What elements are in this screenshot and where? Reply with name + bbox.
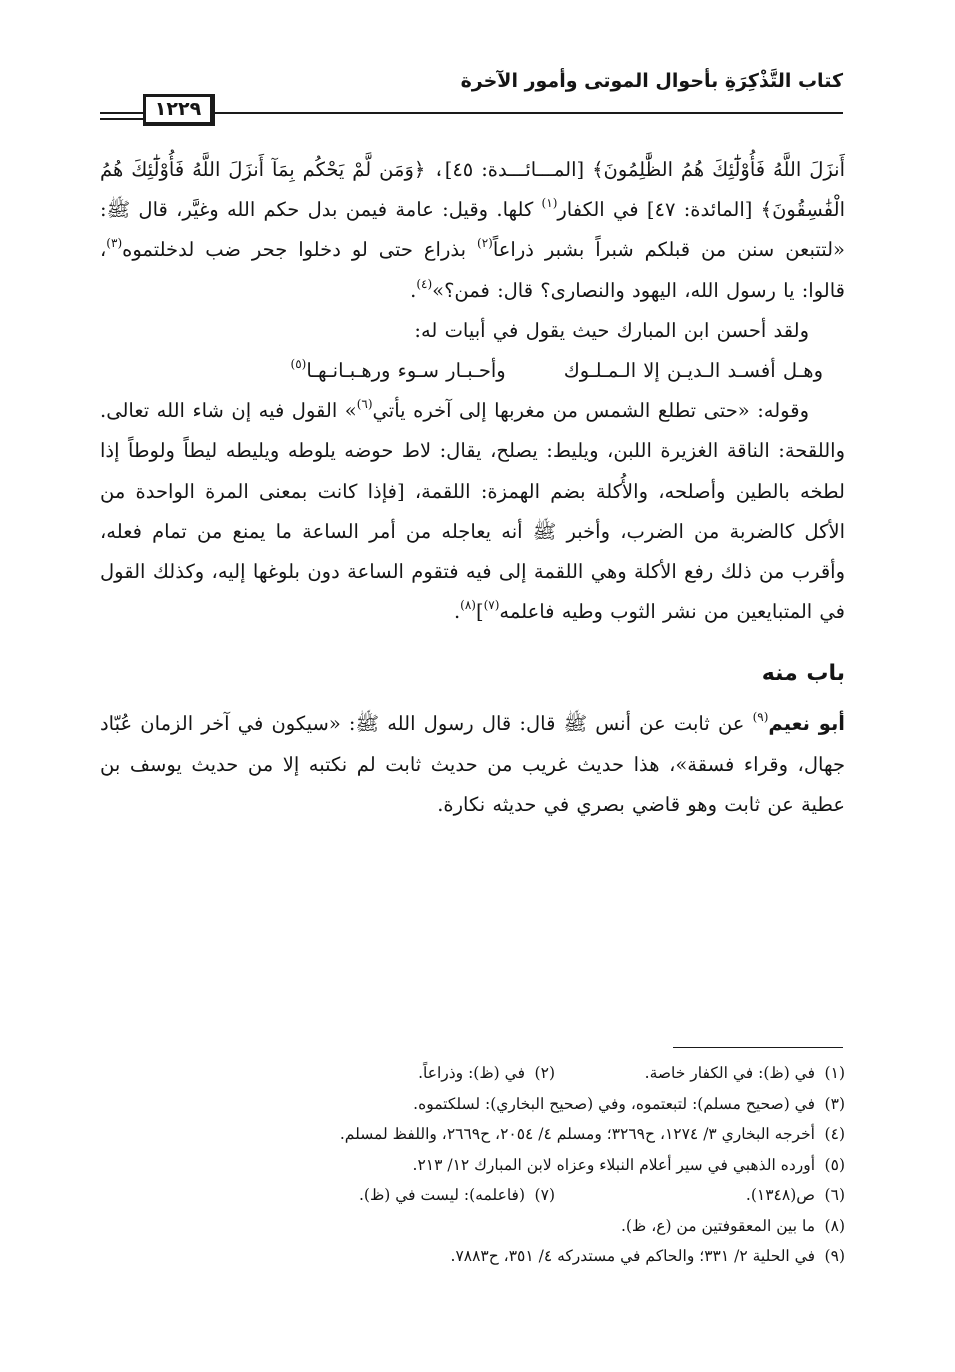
- paragraph-3-text-a: وقوله: «حتى تطلع الشمس من مغربها إلى آخره يأتي: [372, 399, 809, 423]
- main-text: [100, 150, 845, 825]
- footnote-row: [100, 1180, 845, 1211]
- poem-verse: [100, 351, 845, 391]
- footnote-row: [100, 1241, 845, 1272]
- footnote-number: (٨): [824, 1216, 845, 1235]
- footnote-number: (٤): [824, 1125, 845, 1143]
- poem-hemistich-2: وأحـبـار سـوء ورهـبـانـهـا: [306, 359, 506, 383]
- footnote-number: (٧): [534, 1186, 555, 1204]
- footnote-marker-6: (٦): [356, 397, 373, 412]
- paragraph-1-text-b: بذراع حتى لو دخلوا جحر ضب لدخلتموه: [122, 238, 467, 262]
- paragraph-3-text-b: » القول فيه إن شاء الله تعالى. واللقحة: الناقة الغزيرة اللبن، ويليط: يصلح، يقال: لاط حوضه يلوطه ويليطه ليطاً ولوطاً إذا لطخه بالطين وأصلحه، والأُكلة بضم الهمزة: اللقمة، [فإذا كانت بمعنى المرة الواحدة من الأكل كالضربة من الضرب، وأخبر ﷺ أنه يعاجله من أمر الساعة ما يمنع من تمام فعله، وأقرب من ذلك رفع الأكلة وهي اللقمة إلى فيه فتقوم الساعة دون بلوغها إليه، وكذلك القول في المتبايعين من نشر الثوب وطيه فاعلمه: [100, 399, 845, 624]
- footnote-3: [413, 1089, 845, 1120]
- footnote-marker-7: (٧): [483, 598, 500, 613]
- poem-hemistich-1: وهـل أفسـد الـديـن إلا الـمـلـوك: [563, 359, 823, 383]
- page-number: ١٢٢٩: [143, 94, 215, 126]
- footnote-row: [100, 1058, 845, 1089]
- paragraph-1-text-c: ، قالوا: يا رسول الله، اليهود والنصارى؟ قال: فمن؟»: [100, 238, 845, 302]
- footnote-number: (٣): [824, 1094, 845, 1113]
- footnote-row: [100, 1211, 845, 1242]
- quran-bracket: ﴾: [592, 158, 604, 181]
- footnote-2: [418, 1058, 555, 1089]
- footnote-number: (٥): [824, 1155, 845, 1174]
- paragraph-3-text-d: .: [453, 600, 461, 624]
- footnote-marker-3: (٣): [106, 236, 123, 251]
- footnote-row: [100, 1150, 845, 1181]
- footnote-text: في (ظ): وذراعاً.: [418, 1064, 525, 1082]
- footnote-row: [100, 1119, 845, 1150]
- footnote-number: (١): [824, 1064, 845, 1082]
- paragraph-1: [100, 150, 845, 311]
- paragraph-1-text-a: كلها. وقيل: عامة فيمن بدل حكم الله وغيَّر، قال ﷺ: «لتتبعن سنن من قبلكم شبراً بشبر ذراعاً: [100, 198, 845, 262]
- footnote-5: [413, 1150, 846, 1181]
- footnote-marker-5: (٥): [290, 357, 307, 372]
- footnote-text: (فاعلمه): ليست في (ظ).: [358, 1186, 525, 1204]
- poem-hemistich-2-wrap: [291, 351, 506, 391]
- quran-reference-2: [المائدة: ٤٧] في الكفار: [557, 198, 753, 222]
- footnote-8: [621, 1211, 845, 1242]
- paragraph-2: ولقد أحسن ابن المبارك حيث يقول في أبيات له:: [414, 318, 809, 342]
- paragraph-1-text-d: .: [410, 278, 417, 302]
- quran-quote-2: وَمَن لَّمْ يَحْكُم بِمَآ أَنزَلَ اللَّهُ فَأُوْلَٰٓئِكَ هُمُ الْفَٰسِقُونَ: [100, 158, 845, 222]
- footnote-text: في (صحيح مسلم): لتبعتموه، وفي (صحيح البخاري): لسلكتموه.: [413, 1094, 815, 1113]
- footnote-separator: [673, 1047, 843, 1048]
- footnote-text: أورده الذهبي في سير أعلام النبلاء وعزاه لابن المبارك ١٢/ ٢١٣.: [412, 1155, 815, 1174]
- narrator-name: أبو نعيم: [768, 712, 845, 736]
- footnote-1: [555, 1058, 845, 1089]
- footnote-marker-2: (٢): [477, 236, 493, 251]
- footnote-number: (٢): [534, 1064, 555, 1082]
- footnote-9: [451, 1241, 846, 1272]
- paragraph-3: [100, 391, 845, 632]
- footnote-6: [555, 1180, 845, 1211]
- footnote-marker-4: (٤): [416, 276, 433, 291]
- footnote-text: أخرجه البخاري ٣/ ١٢٧٤، ح٣٢٦٩؛ ومسلم ٤/ ٢٠٥٤، ح٢٦٦٩، واللفظ لمسلم.: [339, 1125, 815, 1143]
- footnote-number: (٦): [824, 1186, 845, 1204]
- quran-quote-1: أَنزَلَ اللَّهُ فَأُوْلَٰٓئِكَ هُمُ الظَّٰلِمُونَ: [603, 158, 846, 181]
- footnote-row: [100, 1089, 845, 1120]
- running-title: كتاب التَّذْكِرَةِ بأحوال الموتى وأمور الآخرة: [460, 70, 843, 92]
- paragraph-3-text-c: ]: [475, 600, 484, 624]
- section-heading: باب منه: [761, 661, 845, 687]
- quran-reference-1: [المـــائـــدة: ٤٥]،: [433, 158, 585, 181]
- footnote-text: في الحلية ٢/ ٣٣١؛ والحاكم في مستدركه ٤/ ٣٥١، ح٧٨٨٣.: [450, 1247, 815, 1265]
- footnote-text: ص(١٣٤٨).: [745, 1186, 815, 1204]
- footnote-7: [359, 1180, 555, 1211]
- paragraph-4: [100, 704, 845, 825]
- footnote-4: [340, 1119, 845, 1150]
- footnotes: [100, 1058, 845, 1272]
- footnote-text: في (ظ): في الكفار خاصة.: [644, 1064, 815, 1082]
- footnote-number: (٩): [824, 1247, 845, 1265]
- quran-bracket: ﴾: [760, 198, 773, 222]
- footnote-marker-9: (٩): [752, 710, 769, 725]
- footnote-text: ما بين المعقوفتين من (ع، ظ).: [620, 1216, 815, 1235]
- footnote-marker-1: (١): [541, 196, 558, 211]
- paragraph-4-text: عن ثابت عن أنس ﷺ قال: قال رسول الله ﷺ: «سيكون في آخر الزمان عُبّاد جهال، وقراء فسقة»، هذا حديث غريب من حديث ثابت لم نكتبه إلا من حديث يوسف بن عطية عن ثابت وهو قاضي بصري في حديثه نكارة.: [100, 712, 845, 816]
- footnote-marker-8: (٨): [460, 598, 476, 613]
- quran-bracket: ﴿: [413, 158, 426, 181]
